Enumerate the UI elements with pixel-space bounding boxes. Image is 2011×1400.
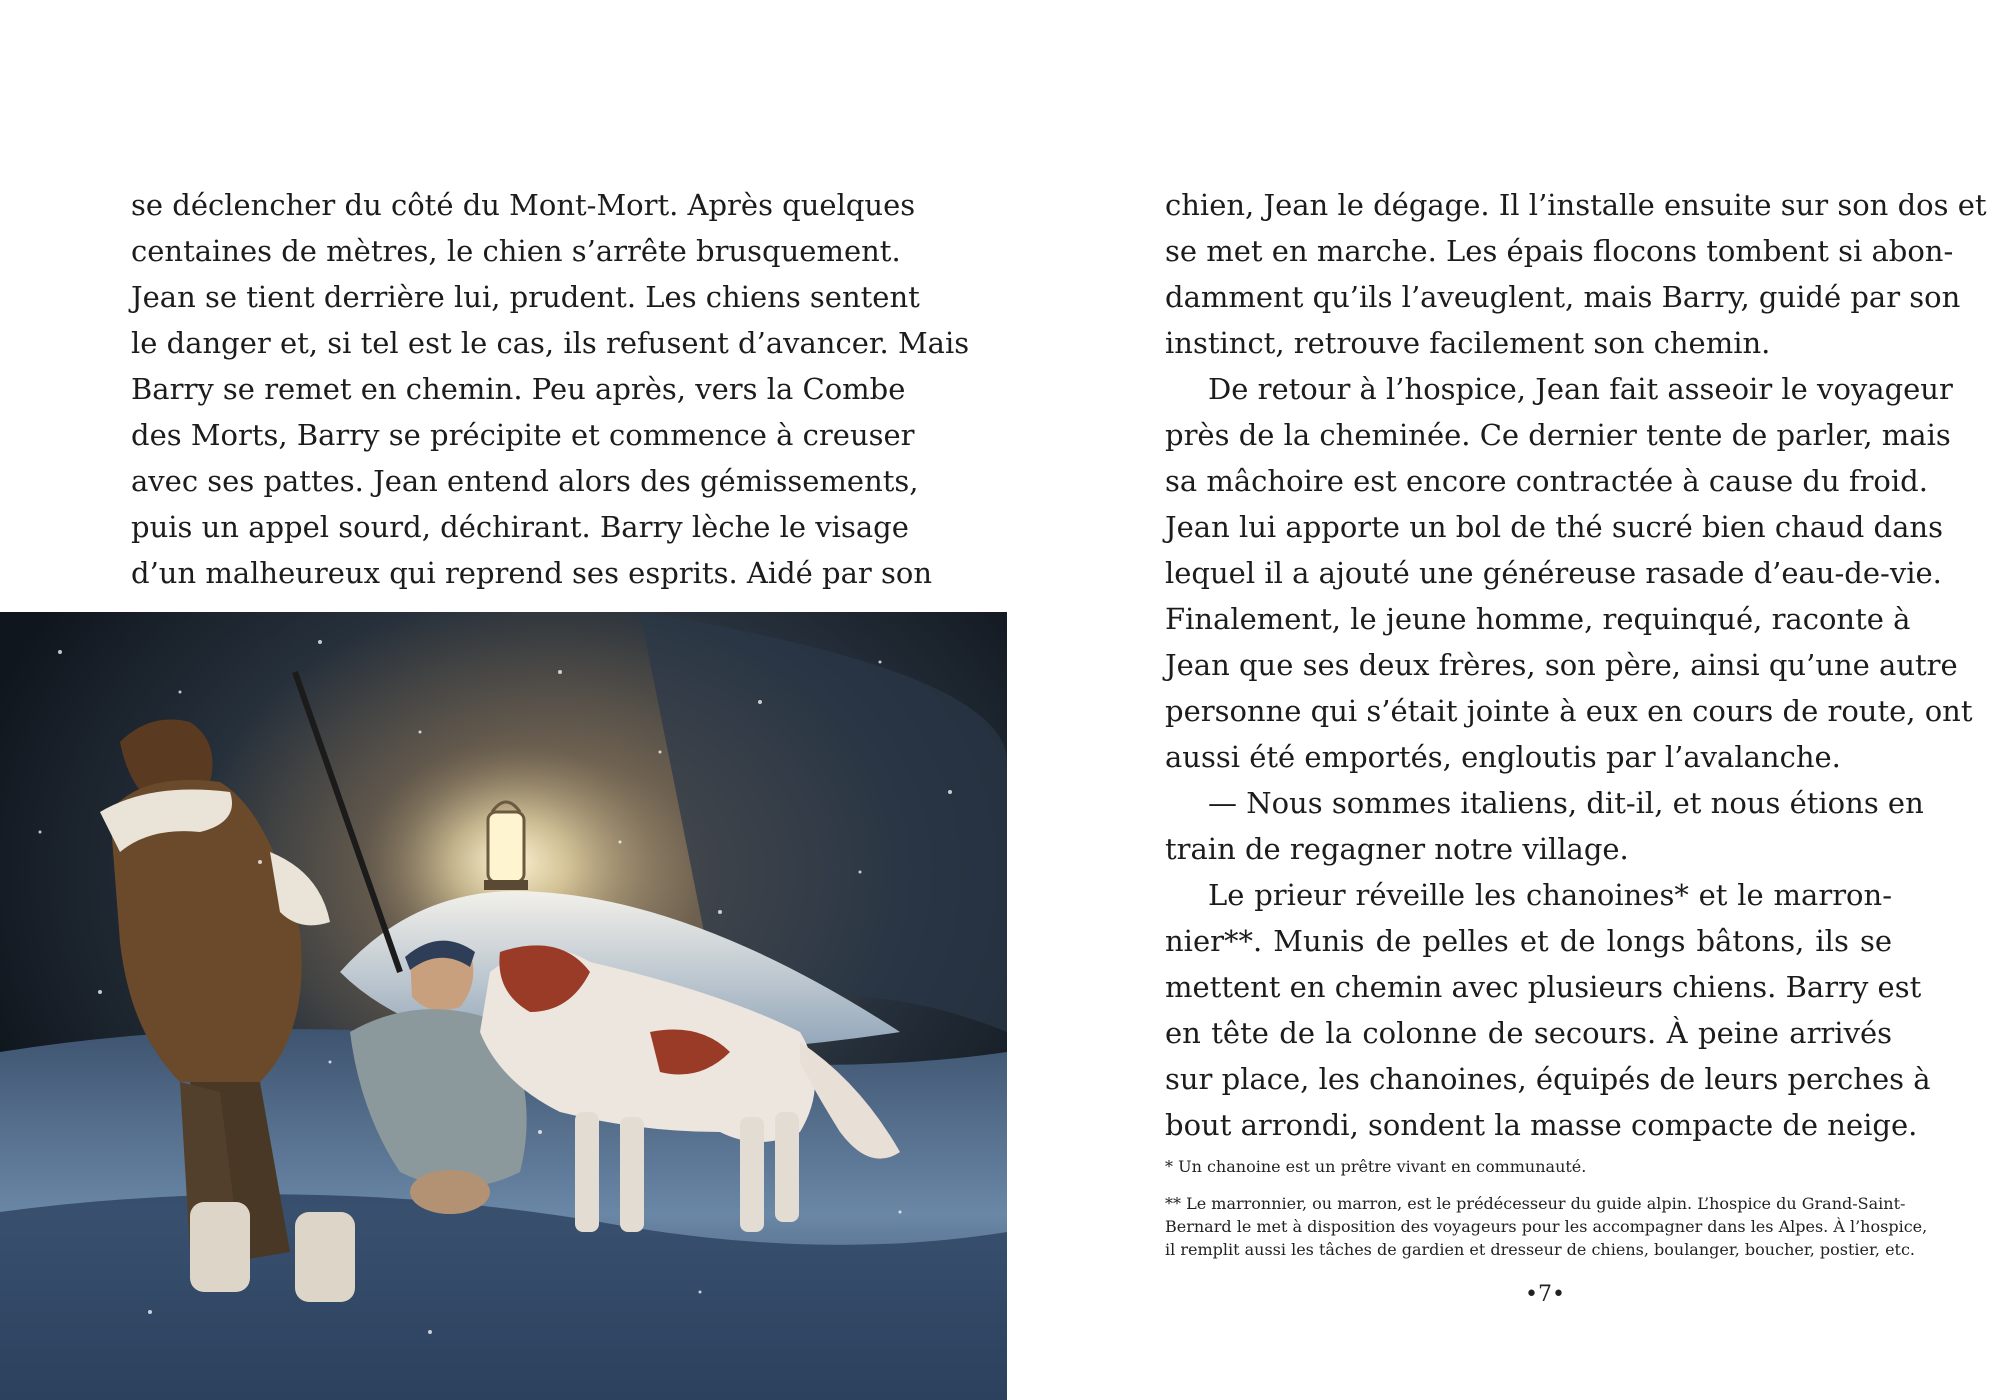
footnote-marronnier [1165, 1192, 1928, 1261]
page-number: •7• [1525, 1282, 1565, 1307]
lantern-icon [484, 802, 528, 890]
text-line: centaines de mètres, le chien s’arrête brusquement. [131, 234, 901, 268]
text-line: train de regagner notre village. [1165, 832, 1629, 866]
text-line: lequel il a ajouté une généreuse rasade d’eau-de-vie. [1165, 556, 1942, 590]
right-page-text [1165, 182, 1987, 1148]
left-page [0, 0, 1005, 1400]
footnotes [1165, 1155, 1928, 1275]
text-line: chien, Jean le dégage. Il l’installe ensuite sur son dos et [1165, 188, 1987, 222]
text-line: aussi été emportés, engloutis par l’avalanche. [1165, 740, 1841, 774]
text-line: mettent en chemin avec plusieurs chiens. Barry est [1165, 970, 1922, 1004]
text-line: Finalement, le jeune homme, requinqué, raconte à [1165, 602, 1911, 636]
text-line: sur place, les chanoines, équipés de leurs perches à [1165, 1062, 1931, 1096]
text-line: Jean que ses deux frères, son père, ainsi qu’une autre [1165, 648, 1958, 682]
text-line: Barry se remet en chemin. Peu après, vers la Combe [131, 372, 906, 406]
text-line: nier**. Munis de pelles et de longs bâtons, ils se [1165, 924, 1892, 958]
text-line: d’un malheureux qui reprend ses esprits. Aidé par son [131, 556, 932, 590]
text-line: instinct, retrouve facilement son chemin. [1165, 326, 1771, 360]
left-page-text [131, 182, 970, 596]
text-line: puis un appel sourd, déchirant. Barry lèche le visage [131, 510, 909, 544]
text-line: Le prieur réveille les chanoines* et le marron- [1208, 878, 1892, 912]
text-line: se déclencher du côté du Mont-Mort. Après quelques [131, 188, 916, 222]
text-line: damment qu’ils l’aveuglent, mais Barry, guidé par son [1165, 280, 1961, 314]
text-line: De retour à l’hospice, Jean fait asseoir le voyageur [1208, 372, 1953, 406]
footnote-line: Bernard le met à disposition des voyageurs pour les accompagner dans les Alpes. À l’hospice, [1165, 1217, 1928, 1236]
text-line: avec ses pattes. Jean entend alors des gémissements, [131, 464, 919, 498]
illustration [0, 612, 1007, 1400]
text-line: Jean se tient derrière lui, prudent. Les chiens sentent [131, 280, 920, 314]
text-line: Jean lui apporte un bol de thé sucré bien chaud dans [1165, 510, 1943, 544]
text-line: personne qui s’était jointe à eux en cours de route, ont [1165, 694, 1973, 728]
text-line: — Nous sommes italiens, dit-il, et nous étions en [1208, 786, 1924, 820]
text-line: le danger et, si tel est le cas, ils refusent d’avancer. Mais [131, 326, 970, 360]
footnote-chanoine: * Un chanoine est un prêtre vivant en communauté. [1165, 1157, 1587, 1176]
text-line: près de la cheminée. Ce dernier tente de parler, mais [1165, 418, 1951, 452]
illustration-artwork [0, 612, 1007, 1400]
text-line: se met en marche. Les épais flocons tombent si abon- [1165, 234, 1954, 268]
text-line: sa mâchoire est encore contractée à cause du froid. [1165, 464, 1928, 498]
footnote-line: ** Le marronnier, ou marron, est le prédécesseur du guide alpin. L’hospice du Grand-Saint- [1165, 1194, 1906, 1213]
footnote-line: il remplit aussi les tâches de gardien et dresseur de chiens, boulanger, boucher, postier, etc. [1165, 1240, 1916, 1259]
text-line: bout arrondi, sondent la masse compacte de neige. [1165, 1108, 1918, 1142]
text-line: des Morts, Barry se précipite et commence à creuser [131, 418, 915, 452]
right-page [1005, 0, 2011, 1400]
text-line: en tête de la colonne de secours. À peine arrivés [1165, 1016, 1892, 1050]
